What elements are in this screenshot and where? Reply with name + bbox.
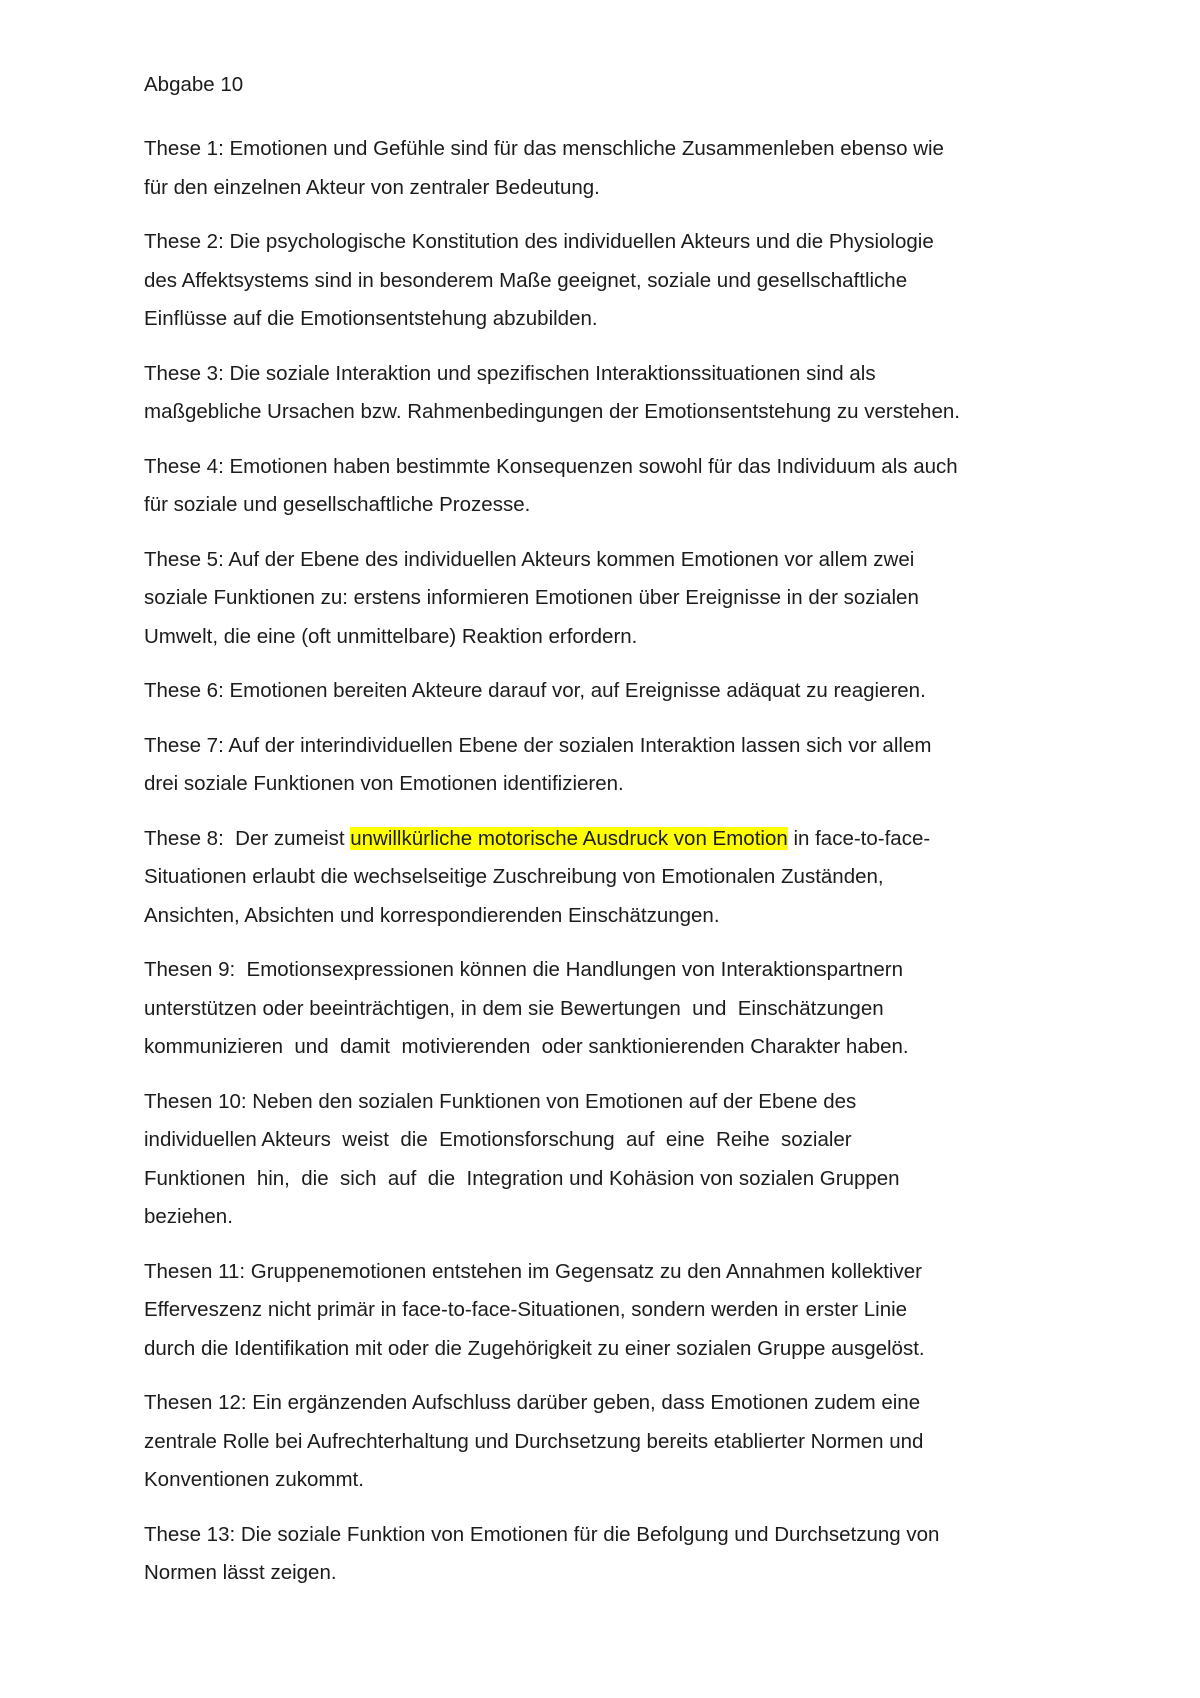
- text-run: in face-to-face-: [787, 826, 931, 850]
- these-5: [144, 541, 1044, 657]
- text-line: These 2: Die psychologische Konstitution des individuellen Akteurs und die Physiologie: [144, 230, 934, 253]
- these-10: [144, 1083, 1044, 1237]
- text-line: Einflüsse auf die Emotionsentstehung abzubilden.: [144, 307, 598, 330]
- document-title: Abgabe 10: [144, 73, 244, 96]
- text-line: Normen lässt zeigen.: [144, 1561, 337, 1584]
- text-line: für soziale und gesellschaftliche Prozesse.: [144, 493, 531, 516]
- text-line: Thesen 11: Gruppenemotionen entstehen im Gegensatz zu den Annahmen kollektiver: [144, 1259, 922, 1283]
- text-line: für den einzelnen Akteur von zentraler Bedeutung.: [144, 175, 600, 199]
- text-line: These 1: Emotionen und Gefühle sind für das menschliche Zusammenleben ebenso wie: [144, 137, 944, 160]
- these-3: [144, 355, 1044, 432]
- text-line: Efferveszenz nicht primär in face-to-face-Situationen, sondern werden in erster Linie: [144, 1298, 908, 1321]
- text-run: These 8: Der zumeist: [144, 826, 351, 850]
- highlighted-text: unwillkürliche motorische Ausdruck von Emotion: [350, 826, 788, 850]
- these-8: [144, 820, 1044, 936]
- text-line: des Affektsystems sind in besonderem Maße geeignet, soziale und gesellschaftliche: [144, 268, 908, 292]
- text-line: Funktionen hin, die sich auf die Integration und Kohäsion von sozialen Gruppen: [144, 1166, 900, 1190]
- text-line: Ansichten, Absichten und korrespondierenden Einschätzungen.: [144, 903, 720, 927]
- text-line: zentrale Rolle bei Aufrechterhaltung und Durchsetzung bereits etablierter Normen und: [144, 1429, 924, 1453]
- text-line: These 4: Emotionen haben bestimmte Konsequenzen sowohl für das Individuum als auch: [144, 454, 958, 478]
- these-7: [144, 727, 1044, 804]
- text-line: beziehen.: [144, 1205, 233, 1228]
- text-line: maßgebliche Ursachen bzw. Rahmenbedingungen der Emotionsentstehung zu verstehen.: [144, 400, 960, 423]
- text-line: These 3: Die soziale Interaktion und spezifischen Interaktionssituationen sind als: [144, 361, 876, 385]
- text-line: drei soziale Funktionen von Emotionen identifizieren.: [144, 772, 624, 795]
- these-4: [144, 448, 1044, 525]
- text-line: These 6: Emotionen bereiten Akteure darauf vor, auf Ereignisse adäquat zu reagieren.: [144, 679, 926, 702]
- text-line: unterstützen oder beeinträchtigen, in dem sie Bewertungen und Einschätzungen: [144, 996, 884, 1020]
- these-11: [144, 1253, 1044, 1369]
- text-line: [144, 820, 1044, 859]
- text-line: Thesen 9: Emotionsexpressionen können die Handlungen von Interaktionspartnern: [144, 958, 903, 981]
- text-line: individuellen Akteurs weist die Emotionsforschung auf eine Reihe sozialer: [144, 1128, 852, 1151]
- document-page: [144, 66, 1044, 1609]
- text-line: kommunizieren und damit motivierenden oder sanktionierenden Charakter haben.: [144, 1035, 909, 1058]
- text-line: durch die Identifikation mit oder die Zugehörigkeit zu einer sozialen Gruppe ausgelöst.: [144, 1336, 925, 1360]
- text-line: Umwelt, die eine (oft unmittelbare) Reaktion erfordern.: [144, 624, 638, 648]
- these-12: [144, 1384, 1044, 1500]
- text-line: These 5: Auf der Ebene des individuellen Akteurs kommen Emotionen vor allem zwei: [144, 547, 915, 571]
- these-1: [144, 130, 1044, 207]
- text-line: Thesen 12: Ein ergänzenden Aufschluss darüber geben, dass Emotionen zudem eine: [144, 1391, 921, 1414]
- text-line: Konventionen zukommt.: [144, 1468, 364, 1491]
- text-line: Thesen 10: Neben den sozialen Funktionen von Emotionen auf der Ebene des: [144, 1089, 857, 1113]
- these-13: [144, 1516, 1044, 1593]
- text-line: soziale Funktionen zu: erstens informieren Emotionen über Ereignisse in der sozialen: [144, 586, 919, 609]
- these-9: [144, 951, 1044, 1067]
- text-line: Situationen erlaubt die wechselseitige Zuschreibung von Emotionalen Zuständen,: [144, 865, 884, 888]
- these-2: [144, 223, 1044, 339]
- these-6: [144, 672, 1044, 711]
- text-line: These 7: Auf der interindividuellen Ebene der sozialen Interaktion lassen sich vor allem: [144, 733, 932, 757]
- text-line: These 13: Die soziale Funktion von Emotionen für die Befolgung und Durchsetzung von: [144, 1522, 940, 1546]
